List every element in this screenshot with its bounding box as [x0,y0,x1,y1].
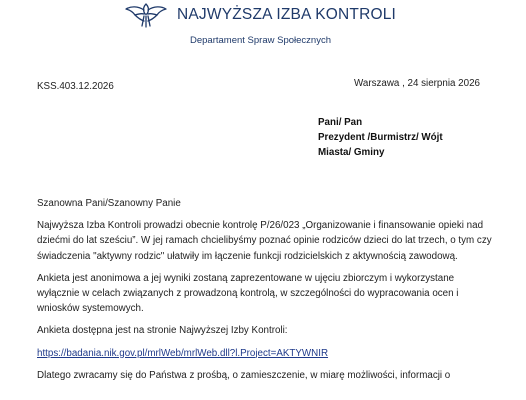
addressee-block [318,115,443,160]
place-date: Warszawa , 24 sierpnia 2026 [354,78,480,89]
department-name: Departament Spraw Społecznych [190,35,331,46]
paragraph: Ankieta dostępna jest na stronie Najwyższej Izby Kontroli: [37,325,288,337]
addressee-line: Pani/ Pan [318,117,363,128]
org-name: NAJWYŻSZA IZBA KONTROLI [177,6,397,23]
survey-link[interactable]: https://badania.nik.gov.pl/mrlWeb/mrlWeb.dll?l.Project=AKTYWNIR [37,347,329,359]
addressee-line: Miasta/ Gminy [318,147,385,158]
paragraph: Ankieta jest anonimowa a jej wyniki zostaną zaprezentowane w ujęciu zbiorczym i wykorzystane wyłącznie w celach związanych z prowadzoną kontrolą, w szczególności do wypracowania ocen i wniosków systemowych. [37,272,459,315]
addressee-line: Prezydent /Burmistrz/ Wójt [318,132,443,143]
paragraph: Najwyższa Izba Kontroli prowadzi obecnie kontrolę P/26/023 „Organizowanie i finansowanie opieki nad dziećmi do lat sześciu”. W jej ramach chcielibyśmy poznać opinie rodziców dzieci do lat trzech, o tym czy świadczenia "aktywny rodzic" ułatwiły im łączenie funkcji rodzicielskich z aktywnością zawodową. [37,220,492,262]
salutation: Szanowna Pani/Szanowny Panie [37,198,181,209]
paragraph: Dlatego zwracamy się do Państwa z prośbą, o zamieszczenie, w miarę możliwości, informacji o [37,369,451,381]
reference-number: KSS.403.12.2026 [37,81,114,92]
letter-body [37,196,492,390]
eagle-emblem-icon [120,0,172,30]
